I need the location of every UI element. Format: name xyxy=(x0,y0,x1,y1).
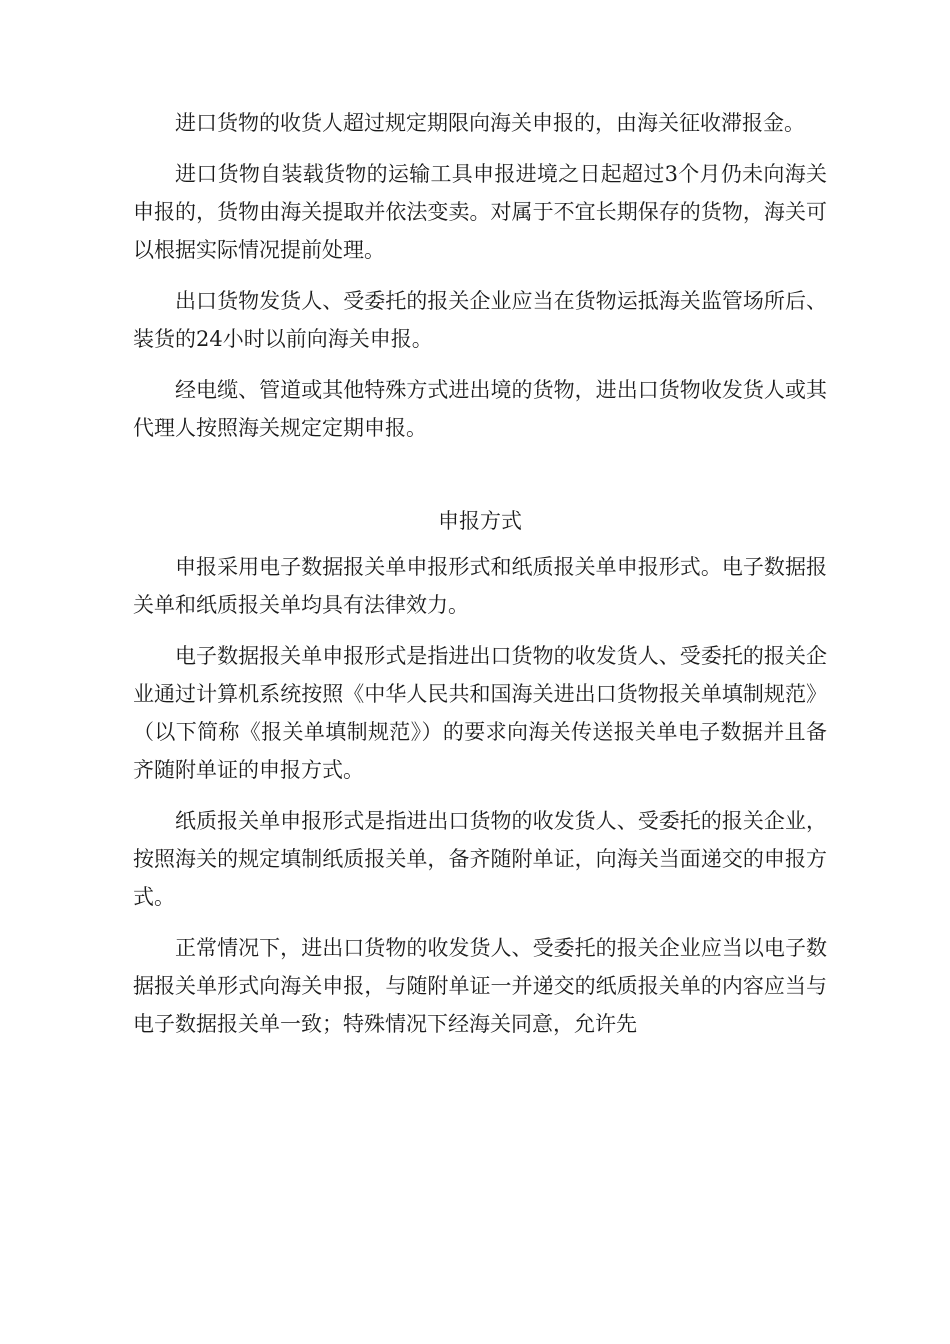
paragraph-normal-circumstances: 正常情况下，进出口货物的收发货人、受委托的报关企业应当以电子数据报关单形式向海关申报，与随附单证一并递交的纸质报关单的内容应当与电子数据报关单一致；特殊情况下经海关同意，允许先 xyxy=(133,936,827,1036)
paragraph-electronic-declaration: 电子数据报关单申报形式是指进出口货物的收发货人、受委托的报关企业通过计算机系统按照《中华人民共和国海关进出口货物报关单填制规范》（以下简称《报关单填制规范》）的要求向海关传送报关单电子数据并且备齐随附单证的申报方式。 xyxy=(133,644,827,782)
paragraph-declaration-forms: 申报采用电子数据报关单申报形式和纸质报关单申报形式。电子数据报关单和纸质报关单均具有法律效力。 xyxy=(133,555,827,617)
paragraph-export-declaration-time: 出口货物发货人、受委托的报关企业应当在货物运抵海关监管场所后、装货的24小时以前向海关申报。 xyxy=(133,289,827,351)
paragraph-special-transport: 经电缆、管道或其他特殊方式进出境的货物，进出口货物收发货人或其代理人按照海关规定定期申报。 xyxy=(133,378,827,440)
document-body xyxy=(133,104,827,1056)
paragraph-late-declaration-fee: 进口货物的收货人超过规定期限向海关申报的，由海关征收滞报金。 xyxy=(175,111,805,135)
paragraph-three-month-limit: 进口货物自装载货物的运输工具申报进境之日起超过3个月仍未向海关申报的，货物由海关提取并依法变卖。对属于不宜长期保存的货物，海关可以根据实际情况提前处理。 xyxy=(133,162,827,262)
paragraph-paper-declaration: 纸质报关单申报形式是指进出口货物的收发货人、受委托的报关企业，按照海关的规定填制纸质报关单，备齐随附单证，向海关当面递交的申报方式。 xyxy=(133,809,827,909)
section-heading-declaration-methods: 申报方式 xyxy=(438,509,522,533)
